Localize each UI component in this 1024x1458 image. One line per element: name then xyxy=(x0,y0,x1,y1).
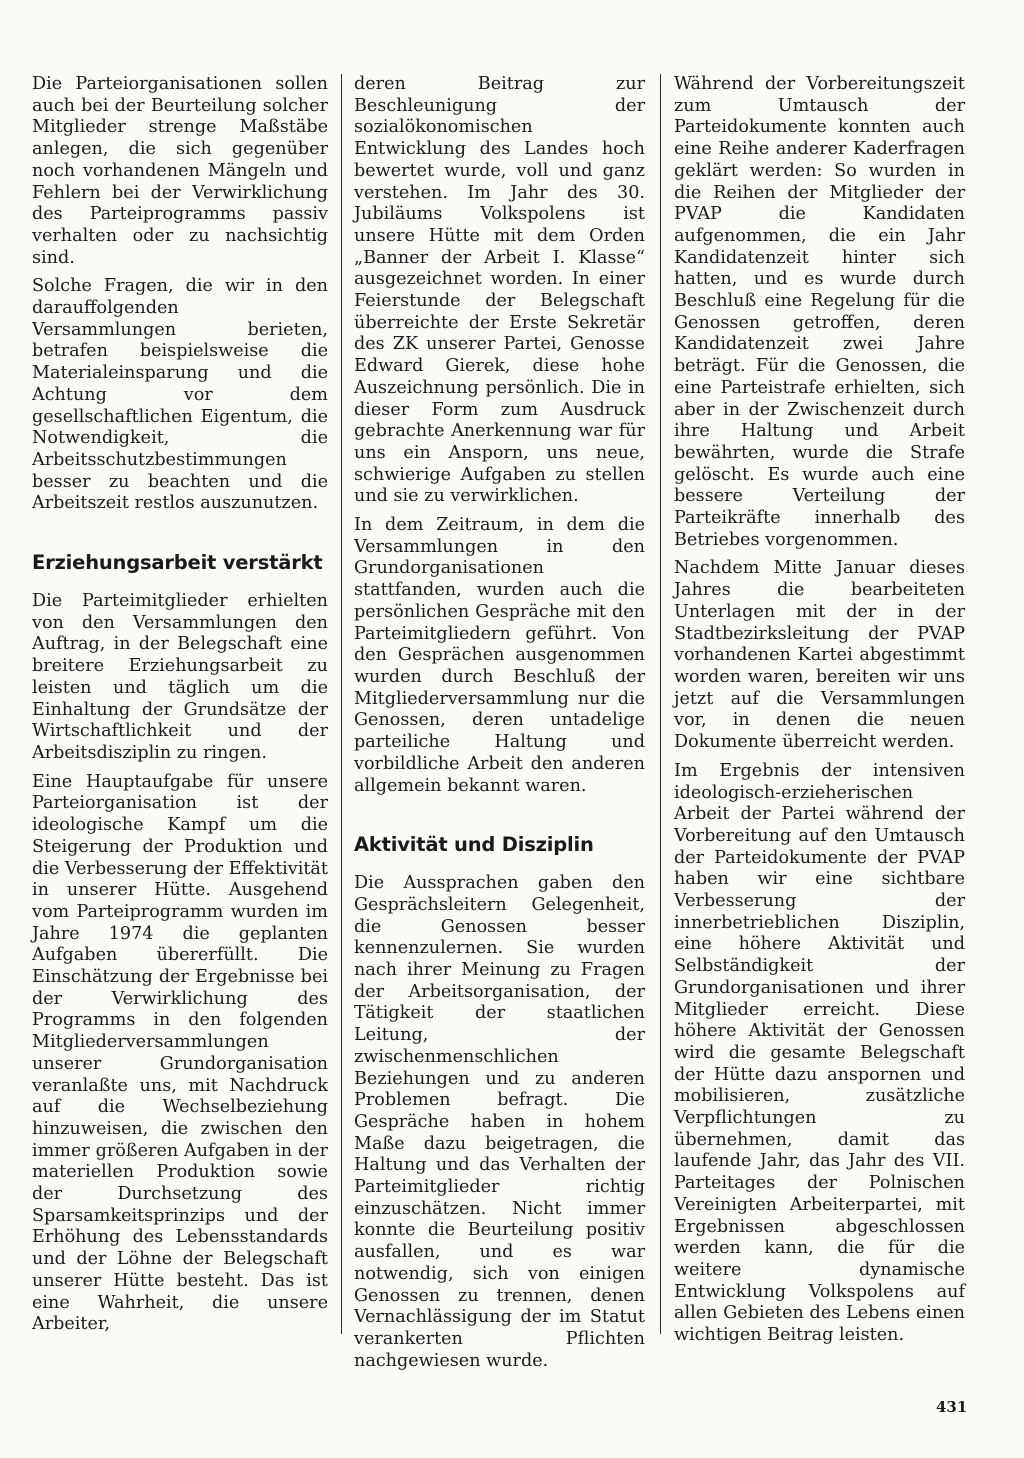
section-heading: Aktivität und Disziplin xyxy=(354,833,594,857)
column-divider xyxy=(660,74,661,1334)
column-2 xyxy=(354,74,645,1379)
paragraph: Die Aussprachen gaben den Gesprächsleitern Gelegenheit, die Genossen besser kennenzulernen. Sie wurden nach ihrer Meinung zu Fragen der Arbeitsorganisation, der Tätigkeit der staatlichen Leitung, der zwischenmenschlichen Beziehungen und zu anderen Problemen befragt. Die Gespräche haben in hohem Maße dazu beigetragen, die Haltung und das Verhalten der Parteimitglieder richtig einzuschätzen. Nicht immer konnte die Beurteilung positiv ausfallen, und es war notwendig, sich von einigen Genossen zu trennen, denen Vernachlässigung der im Statut verankerten Pflichten nachgewiesen wurde. xyxy=(354,873,645,1371)
section-heading: Erziehungsarbeit verstärkt xyxy=(32,551,323,575)
paragraph: Im Ergebnis der intensiven ideologisch-erzieherischen Arbeit der Partei während der Vorbereitung auf den Umtausch der Parteidokumente der PVAP haben wir eine sichtbare Verbesserung der innerbetrieblichen Disziplin, eine höhere Aktivität und Selbständigkeit der Grundorganisationen und ihrer Mitglieder erreicht. Diese höhere Aktivität der Genossen wird die gesamte Belegschaft der Hütte dazu anspornen und mobilisieren, zusätzliche Verpflichtungen zu übernehmen, damit das laufende Jahr, das Jahr des VII. Parteitages der Polnischen Vereinigten Arbeiterpartei, mit Ergebnissen abgeschlossen werden kann, die für die weitere dynamische Entwicklung Volkspolens auf allen Gebieten des Lebens einen wichtigen Beitrag leisten. xyxy=(674,760,965,1346)
paragraph: Während der Vorbereitungszeit zum Umtausch der Parteidokumente konnten auch eine Reihe anderer Kaderfragen geklärt werden: So wurden in die Reihen der Mitglieder der PVAP die Kandidaten aufgenommen, die ein Jahr Kandidatenzeit hinter sich hatten, und es wurde durch Beschluß eine Regelung für die Genossen getroffen, deren Kandidatenzeit zwei Jahre beträgt. Für die Genossen, die eine Parteistrafe erhielten, sich aber in der Zwischenzeit durch ihre Haltung und Arbeit bewährten, wurde die Strafe gelöscht. Es wurde auch eine bessere Verteilung der Parteikräfte innerhalb des Betriebes vorgenommen. xyxy=(674,74,965,550)
paragraph: Die Parteimitglieder erhielten von den Versammlungen den Auftrag, in der Belegschaft eine breitere Erziehungsarbeit zu leisten und täglich um die Einhaltung der Grundsätze der Wirtschaftlichkeit und der Arbeitsdisziplin zu ringen. xyxy=(32,591,328,763)
paragraph: Die Parteiorganisationen sollen auch bei der Beurteilung solcher Mitglieder strenge Maßstäbe anlegen, die sich gegenüber noch vorhandenen Mängeln und Fehlern bei der Verwirklichung des Parteiprogramms passiv verhalten oder zu nachsichtig sind. xyxy=(32,74,328,268)
column-divider xyxy=(341,74,342,1334)
column-3 xyxy=(674,74,965,1354)
paragraph: Nachdem Mitte Januar dieses Jahres die bearbeiteten Unterlagen mit der in der Stadtbezirksleitung der PVAP vorhandenen Kartei abgestimmt worden waren, bereiten wir uns jetzt auf die Versammlungen vor, in denen die neuen Dokumente überreicht werden. xyxy=(674,558,965,753)
paragraph: deren Beitrag zur Beschleunigung der sozialökonomischen Entwicklung des Landes hoch bewertet wurde, voll und ganz verstehen. Im Jahr des 30. Jubiläums Volkspolens ist unsere Hütte mit dem Orden „Banner der Arbeit I. Klasse“ ausgezeichnet worden. In einer Feierstunde der Belegschaft überreichte der Erste Sekretär des ZK unserer Partei, Genosse Edward Gierek, diese hohe Auszeichnung persönlich. Die in dieser Form zum Ausdruck gebrachte Anerkennung war für uns ein Ansporn, uns neue, schwierige Aufgaben zu stellen und sie zu verwirklichen. xyxy=(354,74,645,507)
paragraph: Solche Fragen, die wir in den darauffolgenden Versammlungen berieten, betrafen beispielsweise die Materialeinsparung und die Achtung vor dem gesellschaftlichen Eigentum, die Notwendigkeit, die Arbeitsschutzbestimmungen besser zu beachten und die Arbeitszeit restlos auszunutzen. xyxy=(32,276,328,514)
paragraph: In dem Zeitraum, in dem die Versammlungen in den Grundorganisationen stattfanden, wurden auch die persönlichen Gespräche mit den Parteimitgliedern geführt. Von den Gesprächen ausgenommen wurden durch Beschluß der Mitgliederversammlung nur die Genossen, deren untadelige parteiliche Haltung und vorbildliche Arbeit den anderen allgemein bekannt waren. xyxy=(354,515,645,796)
paragraph: Eine Hauptaufgabe für unsere Parteiorganisation ist der ideologische Kampf um die Steigerung der Produktion und die Verbesserung der Effektivität in unserer Hütte. Ausgehend vom Parteiprogramm wurden im Jahre 1974 die geplanten Aufgaben übererfüllt. Die Einschätzung der Ergebnisse bei der Verwirklichung des Programms in den folgenden Mitgliederversammlungen unserer Grundorganisation veranlaßte uns, mit Nachdruck auf die Wechselbeziehung hinzuweisen, die zwischen den immer größeren Aufgaben in der materiellen Produktion sowie der Durchsetzung des Sparsamkeitsprinzips und der Erhöhung des Lebensstandards und der Löhne der Belegschaft unserer Hütte besteht. Das ist eine Wahrheit, die unsere Arbeiter, xyxy=(32,771,328,1335)
page-number: 431 xyxy=(936,1398,968,1416)
column-1 xyxy=(32,74,328,1343)
